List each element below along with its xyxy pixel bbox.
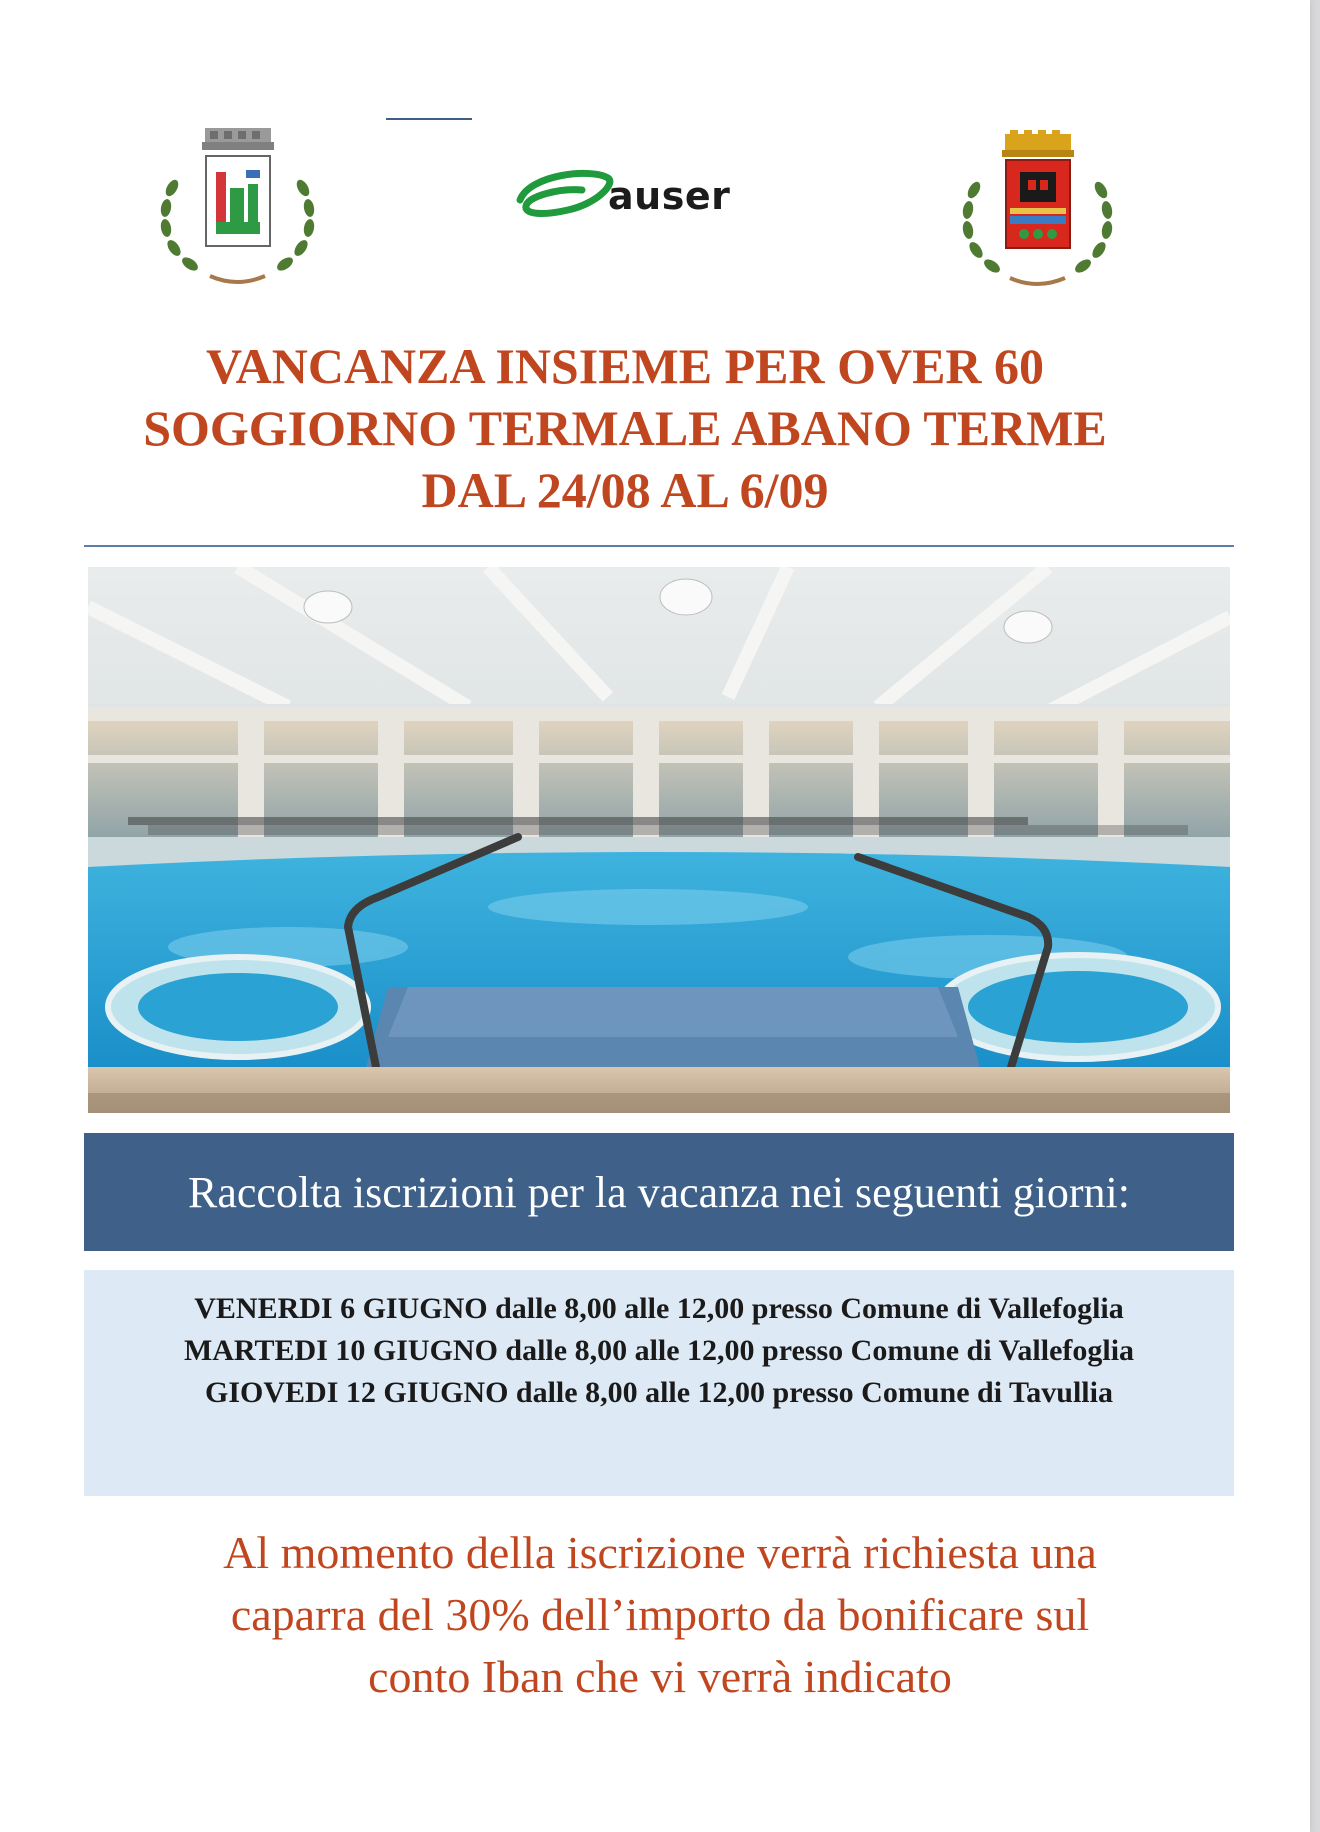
deposit-note-line-1: Al momento della iscrizione verrà richiesta una bbox=[223, 1527, 1097, 1578]
date-details: dalle 8,00 alle 12,00 presso Comune di Vallefoglia bbox=[497, 1334, 1135, 1367]
registration-banner bbox=[84, 1133, 1234, 1251]
auser-logo-text: auser bbox=[608, 174, 731, 218]
date-day: GIOVEDI 12 GIUGNO bbox=[205, 1376, 509, 1409]
deposit-note-line-2: caparra del 30% dell’importo da bonificare sul bbox=[230, 1589, 1090, 1640]
deposit-note-line-3: conto Iban che vi verrà indicato bbox=[368, 1651, 952, 1702]
municipal-crest-castle-icon bbox=[950, 130, 1125, 290]
auser-logo bbox=[512, 160, 802, 232]
title-divider bbox=[84, 545, 1234, 547]
top-divider bbox=[386, 118, 472, 120]
registration-dates-list bbox=[84, 1288, 1234, 1414]
title-block bbox=[60, 335, 1190, 521]
date-entry bbox=[84, 1288, 1234, 1330]
auser-swoosh-icon bbox=[512, 160, 622, 232]
title-line-2: SOGGIORNO TERMALE ABANO TERME bbox=[143, 400, 1107, 456]
date-day: MARTEDI 10 GIUGNO bbox=[183, 1334, 498, 1367]
registration-banner-text: Raccolta iscrizioni per la vacanza nei seguenti giorni: bbox=[188, 1167, 1130, 1217]
registration-dates-box bbox=[84, 1270, 1234, 1496]
date-details: dalle 8,00 alle 12,00 presso Comune di Vallefoglia bbox=[487, 1292, 1124, 1325]
date-entry bbox=[84, 1372, 1234, 1414]
municipal-crest-tower-icon bbox=[150, 128, 325, 290]
title-line-3: DAL 24/08 AL 6/09 bbox=[421, 462, 829, 518]
title-line-1: VANCANZA INSIEME PER OVER 60 bbox=[205, 338, 1045, 394]
thermal-pool-photo bbox=[88, 567, 1230, 1113]
date-details: dalle 8,00 alle 12,00 presso Comune di Tavullia bbox=[508, 1376, 1113, 1409]
deposit-note bbox=[60, 1522, 1260, 1708]
date-entry bbox=[84, 1330, 1234, 1372]
date-day: VENERDI 6 GIUGNO bbox=[194, 1292, 488, 1325]
